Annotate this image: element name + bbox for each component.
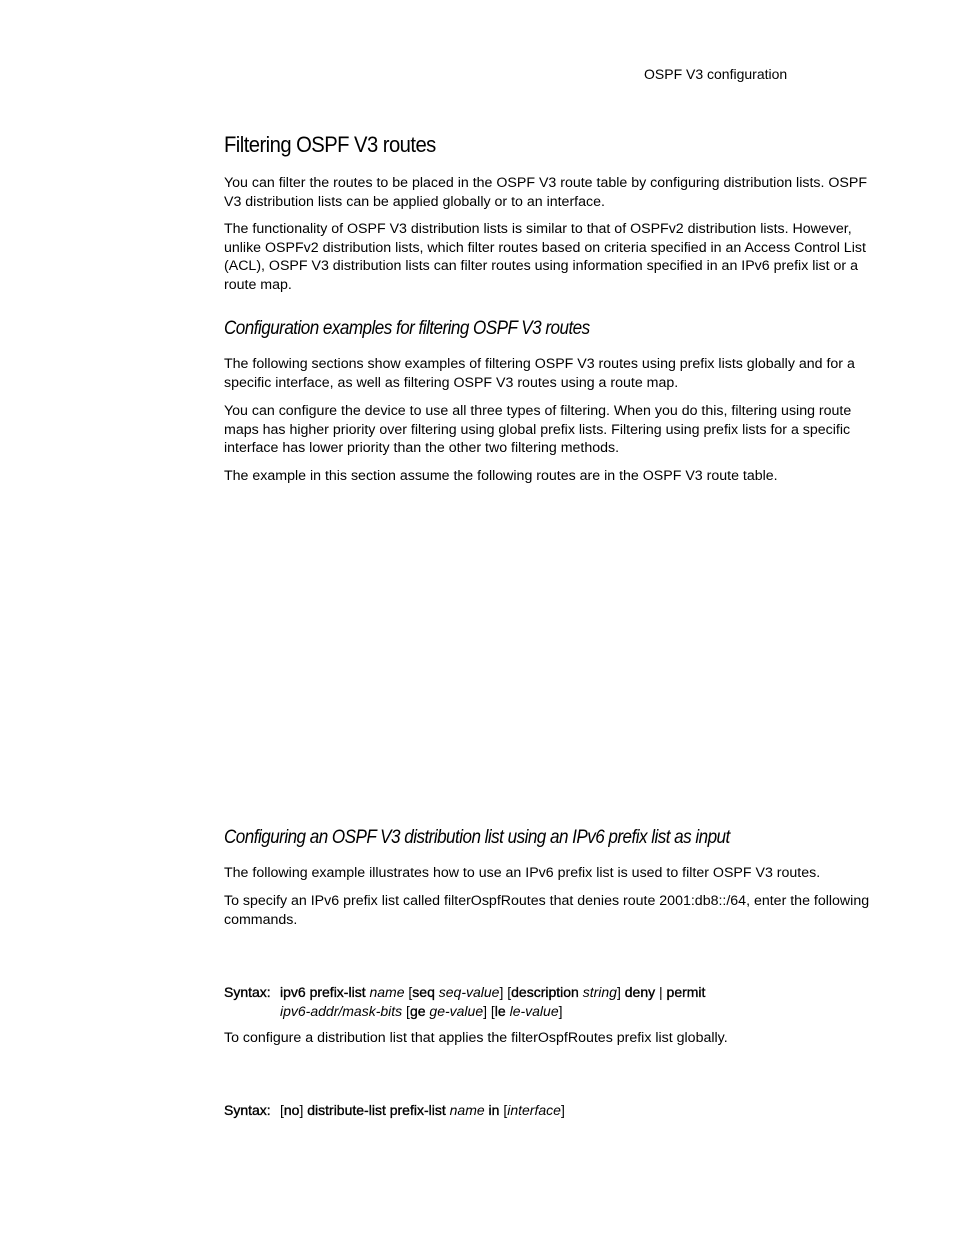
- syntax-label: Syntax:: [224, 984, 271, 1000]
- subsection-title-distribution-list: Configuring an OSPF V3 distribution list using an IPv6 prefix list as input: [224, 827, 730, 848]
- section-title-filtering: Filtering OSPF V3 routes: [224, 132, 436, 157]
- paragraph: You can filter the routes to be placed in the OSPF V3 route table by configuring distribution lists. OSPF V3 distribution lists can be applied globally or to an interface.: [224, 175, 867, 210]
- paragraph: The example in this section assume the following routes are in the OSPF V3 route table.: [224, 468, 778, 484]
- paragraph: You can configure the device to use all three types of filtering. When you do this, filtering using route maps has higher priority over filtering using global prefix lists. Filtering using prefix lists for a specific interface has lower priority than the other two filtering methods.: [224, 403, 852, 457]
- subsection-title-config-examples: Configuration examples for filtering OSPF V3 routes: [224, 318, 590, 339]
- syntax-ipv6-prefix-list: Syntax: ipv6 prefix-list name [seq seq-value] [description string] deny | permit ipv6-addr/mask-bits [ge ge-value] [le le-value]: [224, 984, 706, 1019]
- syntax-distribute-list: Syntax: [no] distribute-list prefix-list name in [interface]: [224, 1102, 565, 1118]
- paragraph: To specify an IPv6 prefix list called filterOspfRoutes that denies route 2001:db8::/64, enter the following commands.: [224, 893, 870, 928]
- paragraph: To configure a distribution list that applies the filterOspfRoutes prefix list globally.: [224, 1030, 728, 1046]
- paragraph: The following sections show examples of filtering OSPF V3 routes using prefix lists globally and for a specific interface, as well as filtering OSPF V3 routes using a route map.: [224, 356, 855, 391]
- paragraph: The functionality of OSPF V3 distribution lists is similar to that of OSPFv2 distribution lists. However, unlike OSPFv2 distribution lists, which filter routes based on criteria specified in an Access Control List (ACL), OSPF V3 distribution lists can filter routes using information specified in an IPv6 prefix list or a route map.: [224, 221, 866, 294]
- paragraph: The following example illustrates how to use an IPv6 prefix list is used to filter OSPF V3 routes.: [224, 865, 821, 881]
- syntax-label: Syntax:: [224, 1102, 271, 1118]
- running-header: OSPF V3 configuration: [644, 66, 788, 82]
